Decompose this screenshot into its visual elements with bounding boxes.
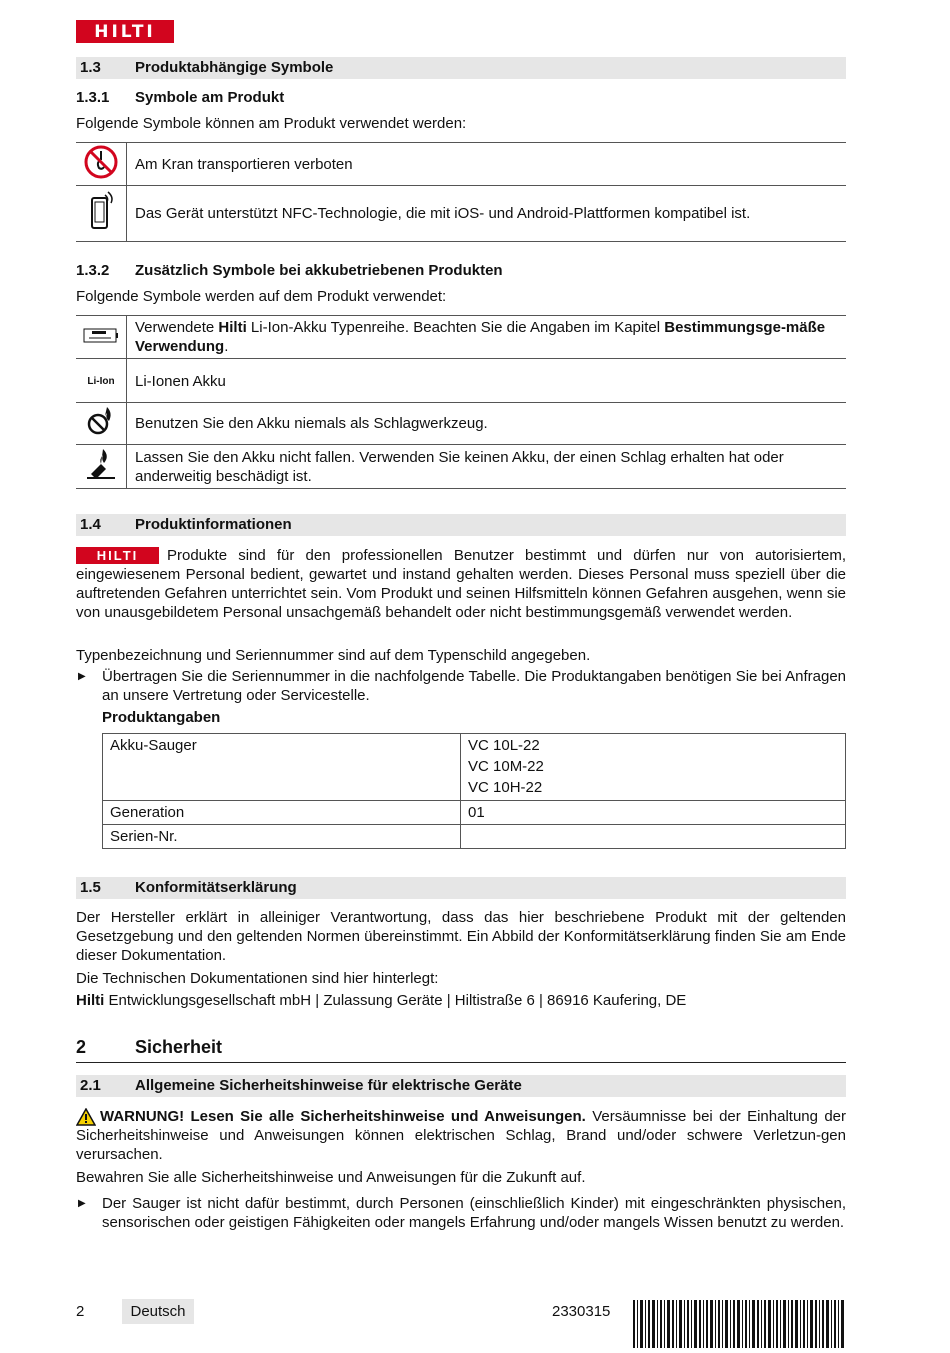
text-part: Li-Ion-Akku Typenreihe. Beachten Sie die Angaben im Kapitel (246, 319, 665, 336)
nfc-phone-icon (76, 186, 127, 242)
tech-docs-note: Die Technischen Dokumentationen sind hier hinterlegt: (76, 970, 439, 987)
table-row (103, 801, 846, 825)
section-number: 1.3 (80, 59, 101, 76)
symbol-row (76, 186, 846, 242)
barcode-icon (633, 1300, 846, 1348)
text-part: Verwendete (135, 319, 219, 336)
symbols-table-1 (76, 142, 846, 242)
warning-paragraph (76, 1107, 846, 1164)
table-cell-label: Generation (103, 801, 461, 825)
section-1-4-header (76, 514, 846, 536)
symbol-text: Benutzen Sie den Akku niemals als Schlagwerkzeug. (127, 403, 847, 445)
symbol-row (76, 403, 846, 445)
keep-instructions-note: Bewahren Sie alle Sicherheitshinweise und Anweisungen für die Zukunft auf. (76, 1169, 586, 1186)
product-info-paragraph: Produkte sind für den professionellen Benutzer bestimmt und dürfen nur von autorisiertem, eingewiesenem Personal bedient, gewartet und instand gehalten werden. Dieses Personal muss speziell über die auftretenden Gefahren unterrichtet sein. Vom Produkt und seinen Hilfsmitteln können Gefahren ausgehen, wenn sie von unausgebildetem Personal unsachgemäß behandelt oder nicht bestimmungsgemäß verwendet werden. (76, 547, 846, 621)
li-ion-label (76, 359, 127, 403)
warning-text: Versäumnisse bei der Einhaltung der Sicherheitshinweise und Anweisungen können elektrischen Schlag, Brand und/oder schwere Verletzun-gen verursachen. (76, 1108, 846, 1163)
section-2-1-header (76, 1075, 846, 1097)
section-number: 1.5 (80, 879, 101, 896)
product-data-table (102, 733, 846, 849)
type-plate-note: Typenbezeichnung und Seriennummer sind auf dem Typenschild angegeben. (76, 647, 591, 664)
logo-text: HILTI (96, 548, 139, 563)
section-1-3-1-intro: Folgende Symbole können am Produkt verwendet werden: (76, 115, 467, 132)
symbol-row (76, 143, 846, 186)
symbol-text: Lassen Sie den Akku nicht fallen. Verwenden Sie keinen Akku, der einen Schlag erhalten hat oder anderweitig beschädigt ist. (127, 445, 847, 489)
section-title: Symbole am Produkt (135, 89, 285, 106)
table-cell-value (461, 734, 846, 801)
model-value: VC 10L-22 (468, 737, 540, 754)
table-row (103, 734, 846, 801)
dropped-battery-icon (76, 445, 127, 489)
section-title: Zusätzlich Symbole bei akkubetriebenen Produkten (135, 262, 503, 279)
chapter-title: Sicherheit (135, 1037, 223, 1057)
no-hammer-battery-icon (76, 403, 127, 445)
manufacturer-address (76, 991, 846, 1010)
language-badge: Deutsch (122, 1299, 194, 1324)
section-number: 1.4 (80, 516, 101, 533)
address-text: Entwicklungsgesellschaft mbH | Zulassung Geräte | Hiltistraße 6 | 86916 Kaufering, DE (104, 992, 687, 1009)
table-cell-value (461, 825, 846, 849)
section-number: 2.1 (80, 1077, 101, 1094)
model-value: VC 10H-22 (468, 779, 543, 796)
table-cell-label: Serien-Nr. (103, 825, 461, 849)
conformity-paragraph: Der Hersteller erklärt in alleiniger Verantwortung, dass das hier beschriebene Produkt mit der geltenden Gesetzgebung und den geltenden Normen übereinstimmt. Ein Abbild der Konformitätserklärung finden Sie am Ende dieser Dokumentation. (76, 909, 846, 964)
section-title: Produktinformationen (135, 516, 292, 533)
section-title: Allgemeine Sicherheitshinweise für elektrische Geräte (135, 1077, 522, 1094)
text-brand: Hilti (218, 319, 247, 336)
serial-bullet-text: Übertragen Sie die Seriennummer in die nachfolgende Tabelle. Die Produktangaben benötigen Sie bei Anfragen an unsere Vertretung oder Servicestelle. (102, 668, 846, 704)
page-number: 2 (76, 1303, 85, 1320)
symbol-row (76, 445, 846, 489)
chapter-2-header (76, 1037, 846, 1063)
table-row (103, 825, 846, 849)
address-brand: Hilti (76, 992, 105, 1009)
symbol-row (76, 359, 846, 403)
bullet-icon: ▶ (78, 671, 86, 682)
symbol-text: Das Gerät unterstützt NFC-Technologie, die mit iOS- und Android-Plattformen kompatibel ist. (127, 186, 847, 242)
section-title: Konformitätserklärung (135, 879, 297, 896)
section-number: 1.3.1 (76, 89, 110, 106)
section-1-3-header (76, 57, 846, 79)
warning-title: WARNUNG! Lesen Sie alle Sicherheitshinweise und Anweisungen. (100, 1108, 586, 1125)
no-crane-icon (76, 143, 127, 186)
table-cell-label: Akku-Sauger (103, 734, 461, 801)
product-table-title: Produktangaben (102, 709, 221, 726)
chapter-number: 2 (76, 1037, 87, 1057)
document-number: 2330315 (552, 1303, 611, 1320)
li-ion-label-text: Li-Ion (87, 376, 115, 387)
symbol-text (127, 316, 847, 359)
logo-text: HILTI (94, 21, 156, 42)
section-1-5-header (76, 877, 846, 899)
text-chapter-ref: Bestimmungsge-mäße Verwendung (135, 319, 826, 355)
bullet-icon: ▶ (78, 1198, 86, 1209)
hilti-inline-logo (76, 547, 159, 564)
symbol-text: Am Kran transportieren verboten (127, 143, 847, 186)
vacuum-bullet-text: Der Sauger ist nicht dafür bestimmt, durch Personen (einschließlich Kinder) mit eingeschränkten physischen, sensorischen oder geistigen Fähigkeiten oder mangels Erfahrung und/oder mangels Wissen benutzt zu werden. (102, 1195, 846, 1231)
battery-series-icon (76, 316, 127, 359)
section-number: 1.3.2 (76, 262, 110, 279)
table-cell-value: 01 (461, 801, 846, 825)
symbols-table-2 (76, 315, 846, 489)
symbol-row (76, 316, 846, 359)
section-title: Produktabhängige Symbole (135, 59, 334, 76)
section-1-3-2-intro: Folgende Symbole werden auf dem Produkt verwendet: (76, 288, 447, 305)
symbol-text: Li-Ionen Akku (127, 359, 847, 403)
model-value: VC 10M-22 (468, 758, 544, 775)
hilti-logo (76, 20, 174, 43)
text-part: . (224, 338, 229, 355)
